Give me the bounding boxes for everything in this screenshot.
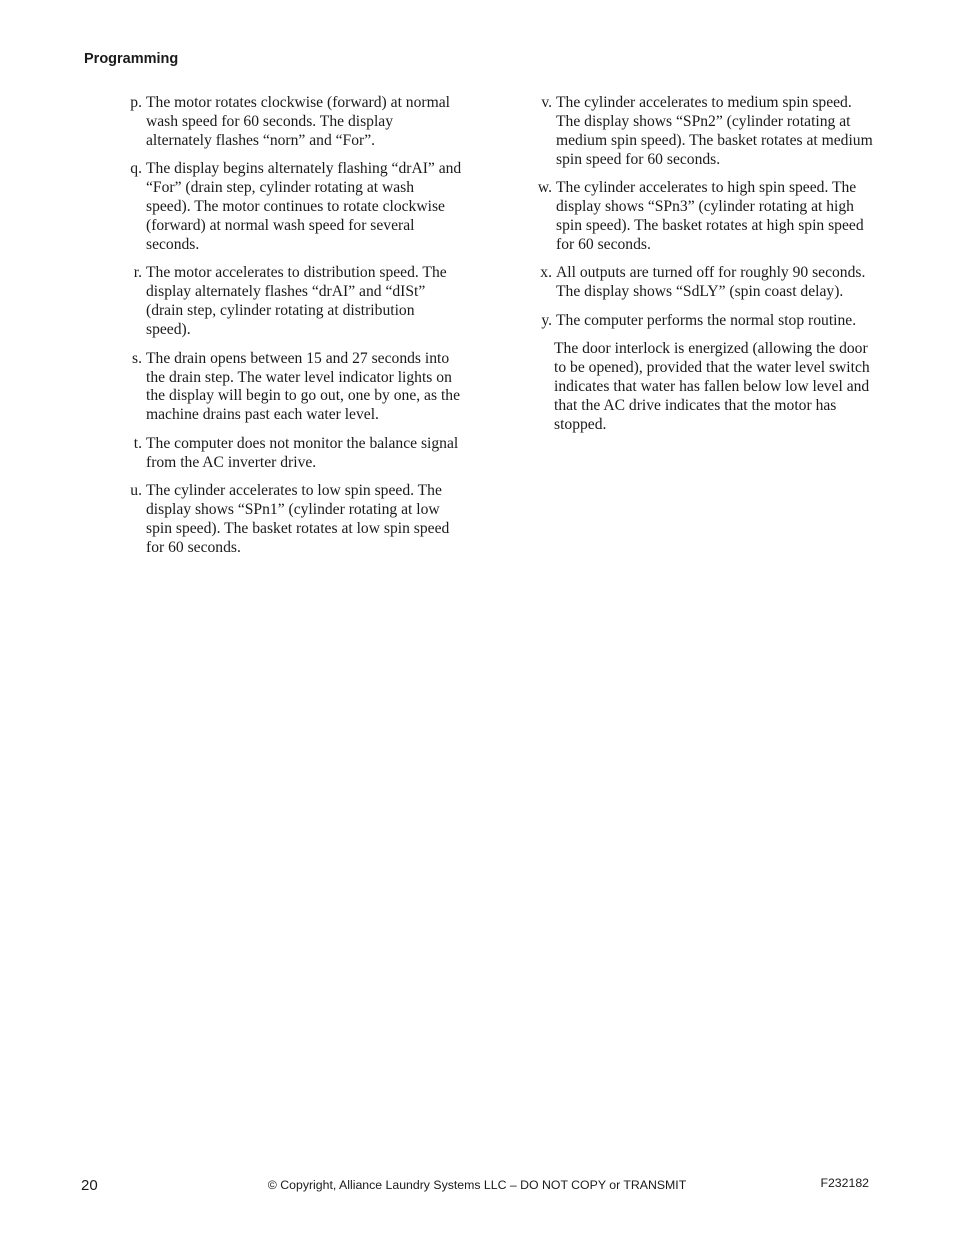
section-header: Programming [84, 51, 179, 67]
item-text: The motor rotates clockwise (forward) at normal wash speed for 60 seconds. The display alternately flashes “norn” and “For”. [146, 94, 450, 149]
item-letter: u. [130, 482, 142, 500]
left-column [122, 94, 462, 568]
item-text: The drain opens between 15 and 27 seconds into the drain step. The water level indicator lights on the display will begin to go out, one by one, as the machine drains past each water level. [146, 349, 460, 424]
right-column [532, 94, 874, 444]
item-text: The computer does not monitor the balance signal from the AC inverter drive. [146, 434, 459, 471]
item-letter: t. [133, 434, 142, 452]
item-text: The motor accelerates to distribution speed. The display alternately flashes “drAI” and “dISt” (drain step, cylinder rotating at distribution speed). [146, 264, 447, 339]
item-letter: v. [541, 94, 552, 111]
list-item-p [122, 94, 462, 151]
door-interlock-paragraph: The door interlock is energized (allowing the door to be opened), provided that the water level switch indicates that water has fallen below low level and that the AC drive indicates that the motor has stopped. [554, 340, 870, 433]
item-text: All outputs are turned off for roughly 90 seconds. The display shows “SdLY” (spin coast delay). [556, 264, 866, 301]
item-letter: w. [537, 179, 552, 197]
item-text: The cylinder accelerates to low spin speed. The display shows “SPn1” (cylinder rotating at low spin speed). The basket rotates at low spin speed for 60 seconds. [146, 482, 450, 556]
list-item-s [122, 350, 462, 426]
item-text: The cylinder accelerates to high spin speed. The display shows “SPn3” (cylinder rotating at high spin speed). The basket rotates at high spin speed for 60 seconds. [556, 179, 864, 253]
list-item-w [532, 179, 874, 255]
list-item-u [122, 482, 462, 558]
list-item-x [532, 264, 874, 302]
item-text: The computer performs the normal stop routine. [556, 311, 857, 329]
list-item-v [532, 94, 874, 170]
item-letter: x. [540, 264, 552, 282]
list-item-y [532, 312, 874, 331]
list-item-t [122, 435, 462, 473]
copyright-notice: © Copyright, Alliance Laundry Systems LLC – DO NOT COPY or TRANSMIT [267, 1178, 687, 1192]
item-text: The display begins alternately flashing “drAI” and “For” (drain step, cylinder rotating at wash speed). The motor continues to rotate clockwise (forward) at normal wash speed for several seconds. [146, 160, 462, 253]
list-item-r [122, 264, 462, 340]
item-text: The cylinder accelerates to medium spin speed. The display shows “SPn2” (cylinder rotating at medium spin speed). The basket rotates at medium spin speed for 60 seconds. [556, 94, 873, 168]
document-id: F232182 [820, 1176, 869, 1190]
list-item-q [122, 160, 462, 255]
page-number: 20 [81, 1177, 98, 1194]
item-letter: p. [130, 94, 142, 111]
item-letter: q. [130, 160, 142, 178]
item-letter: r. [133, 264, 142, 282]
item-letter: y. [541, 311, 552, 329]
item-letter: s. [132, 349, 142, 367]
